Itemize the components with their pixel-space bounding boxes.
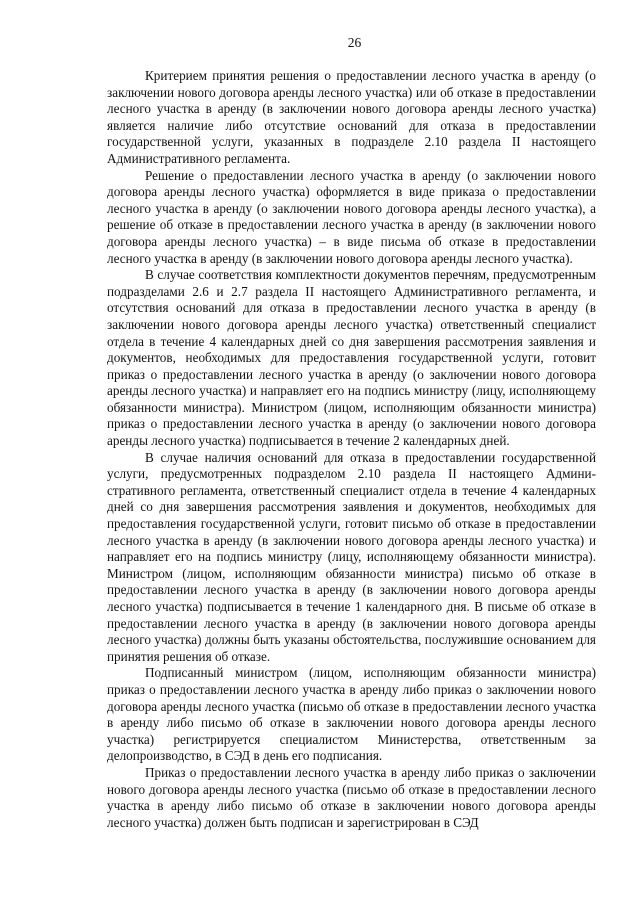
paragraph-registration: Подписанный министром (лицом, исполняющим обязанности министра) приказ о предоставлении лесного участка в аренду либо приказ о заключении нового договора аренды лесного участка (письмо об отказе в предоставлении лесного участка в аренду либо письмо об отказе в заключении нового договора аренды лесного участка) регистрируется специалистом Министерства, ответственным за делопроизводство, в СЭД в день его подписания. xyxy=(107,665,596,764)
paragraph-order-preparation: В случае соответствия комплектности документов перечням, предусмотренным подразделами 2.6 и 2.7 раздела II настоящего Административного регламента, и отсутствия оснований для отказа в предоставлении лесного участка в аренду (в заключении нового договора аренды лесного участка) ответственный специалист отдела в течение 4 календарных дней со дня завершения рассмотрения заявления и документов, необходимых для предоставления государственной услуги, готовит приказ о предоставлении лесного участка в аренду (о заключении нового договора аренды лесного участка) и направляет его на подпись министру (лицу, исполняющему обязанности министра). Министром (лицом, исполняющим обязанности министра) приказ о предоставлении лесного участка в аренду (о заключении нового договора аренды лесного участка) подписывается в течение 2 календарных дней. xyxy=(107,267,596,449)
paragraph-decision-form: Решение о предоставлении лесного участка в аренду (о заключении нового договора аренды лесного участка) оформляется в виде приказа о предоставлении лесного участка в аренду (о заключении нового договора аренды лесного участка), а решение об отказе в предоставлении лесного участка в аренду (в заключении нового договора аренды лесного участка) – в виде письма об отказе в предоставлении лесного участка в аренду (в заключении нового договора аренды лесного участка). xyxy=(107,167,596,266)
paragraph-refusal-letter: В случае наличия оснований для отказа в предоставлении государственной услуги, предусмотренных подразделом 2.10 раздела II настоящего Административного регламента, ответственный специалист отдела в течение 4 календарных дней со дня завершения рассмотрения заявления и документов, необходимых для предоставления государственной услуги, готовит письмо об отказе в предоставлении лесного участка в аренду (в заключении нового договора аренды лесного участка) и направляет его на подпись министру (лицу, исполняющему обязанности министра). Министром (лицом, исполняющим обязанности министра) письмо об отказе в предоставлении лесного участка в аренду (в заключении нового договора аренды лесного участка) подписывается в течение 1 календарного дня. В письме об отказе в предоставлении лесного участка в аренду (в заключении нового договора аренды лесного участка) должны быть указаны обстоятельства, послужившие основанием для принятия решения об отказе. xyxy=(107,449,596,664)
paragraph-signing-deadline: Приказ о предоставлении лесного участка в аренду либо приказ о заключении нового договора аренды лесного участка (письмо об отказе в предоставлении лесного участка в аренду либо письмо об отказе в заключении нового договора аренды лесного участка) должен быть подписан и зарегистрирован в СЭД xyxy=(107,764,596,830)
page-number: 26 xyxy=(347,35,362,50)
paragraph-decision-criterion: Критерием принятия решения о предоставлении лесного участка в аренду (о заключении нового договора аренды лесного участка) или об отказе в предоставлении лесного участка в аренду (в заключении нового договора аренды лесного участка) является наличие либо отсутствие оснований для отказа в предоставлении государственной услуги, указанных в подразделе 2.10 раздела II настоящего Административного регламента. xyxy=(107,68,596,166)
